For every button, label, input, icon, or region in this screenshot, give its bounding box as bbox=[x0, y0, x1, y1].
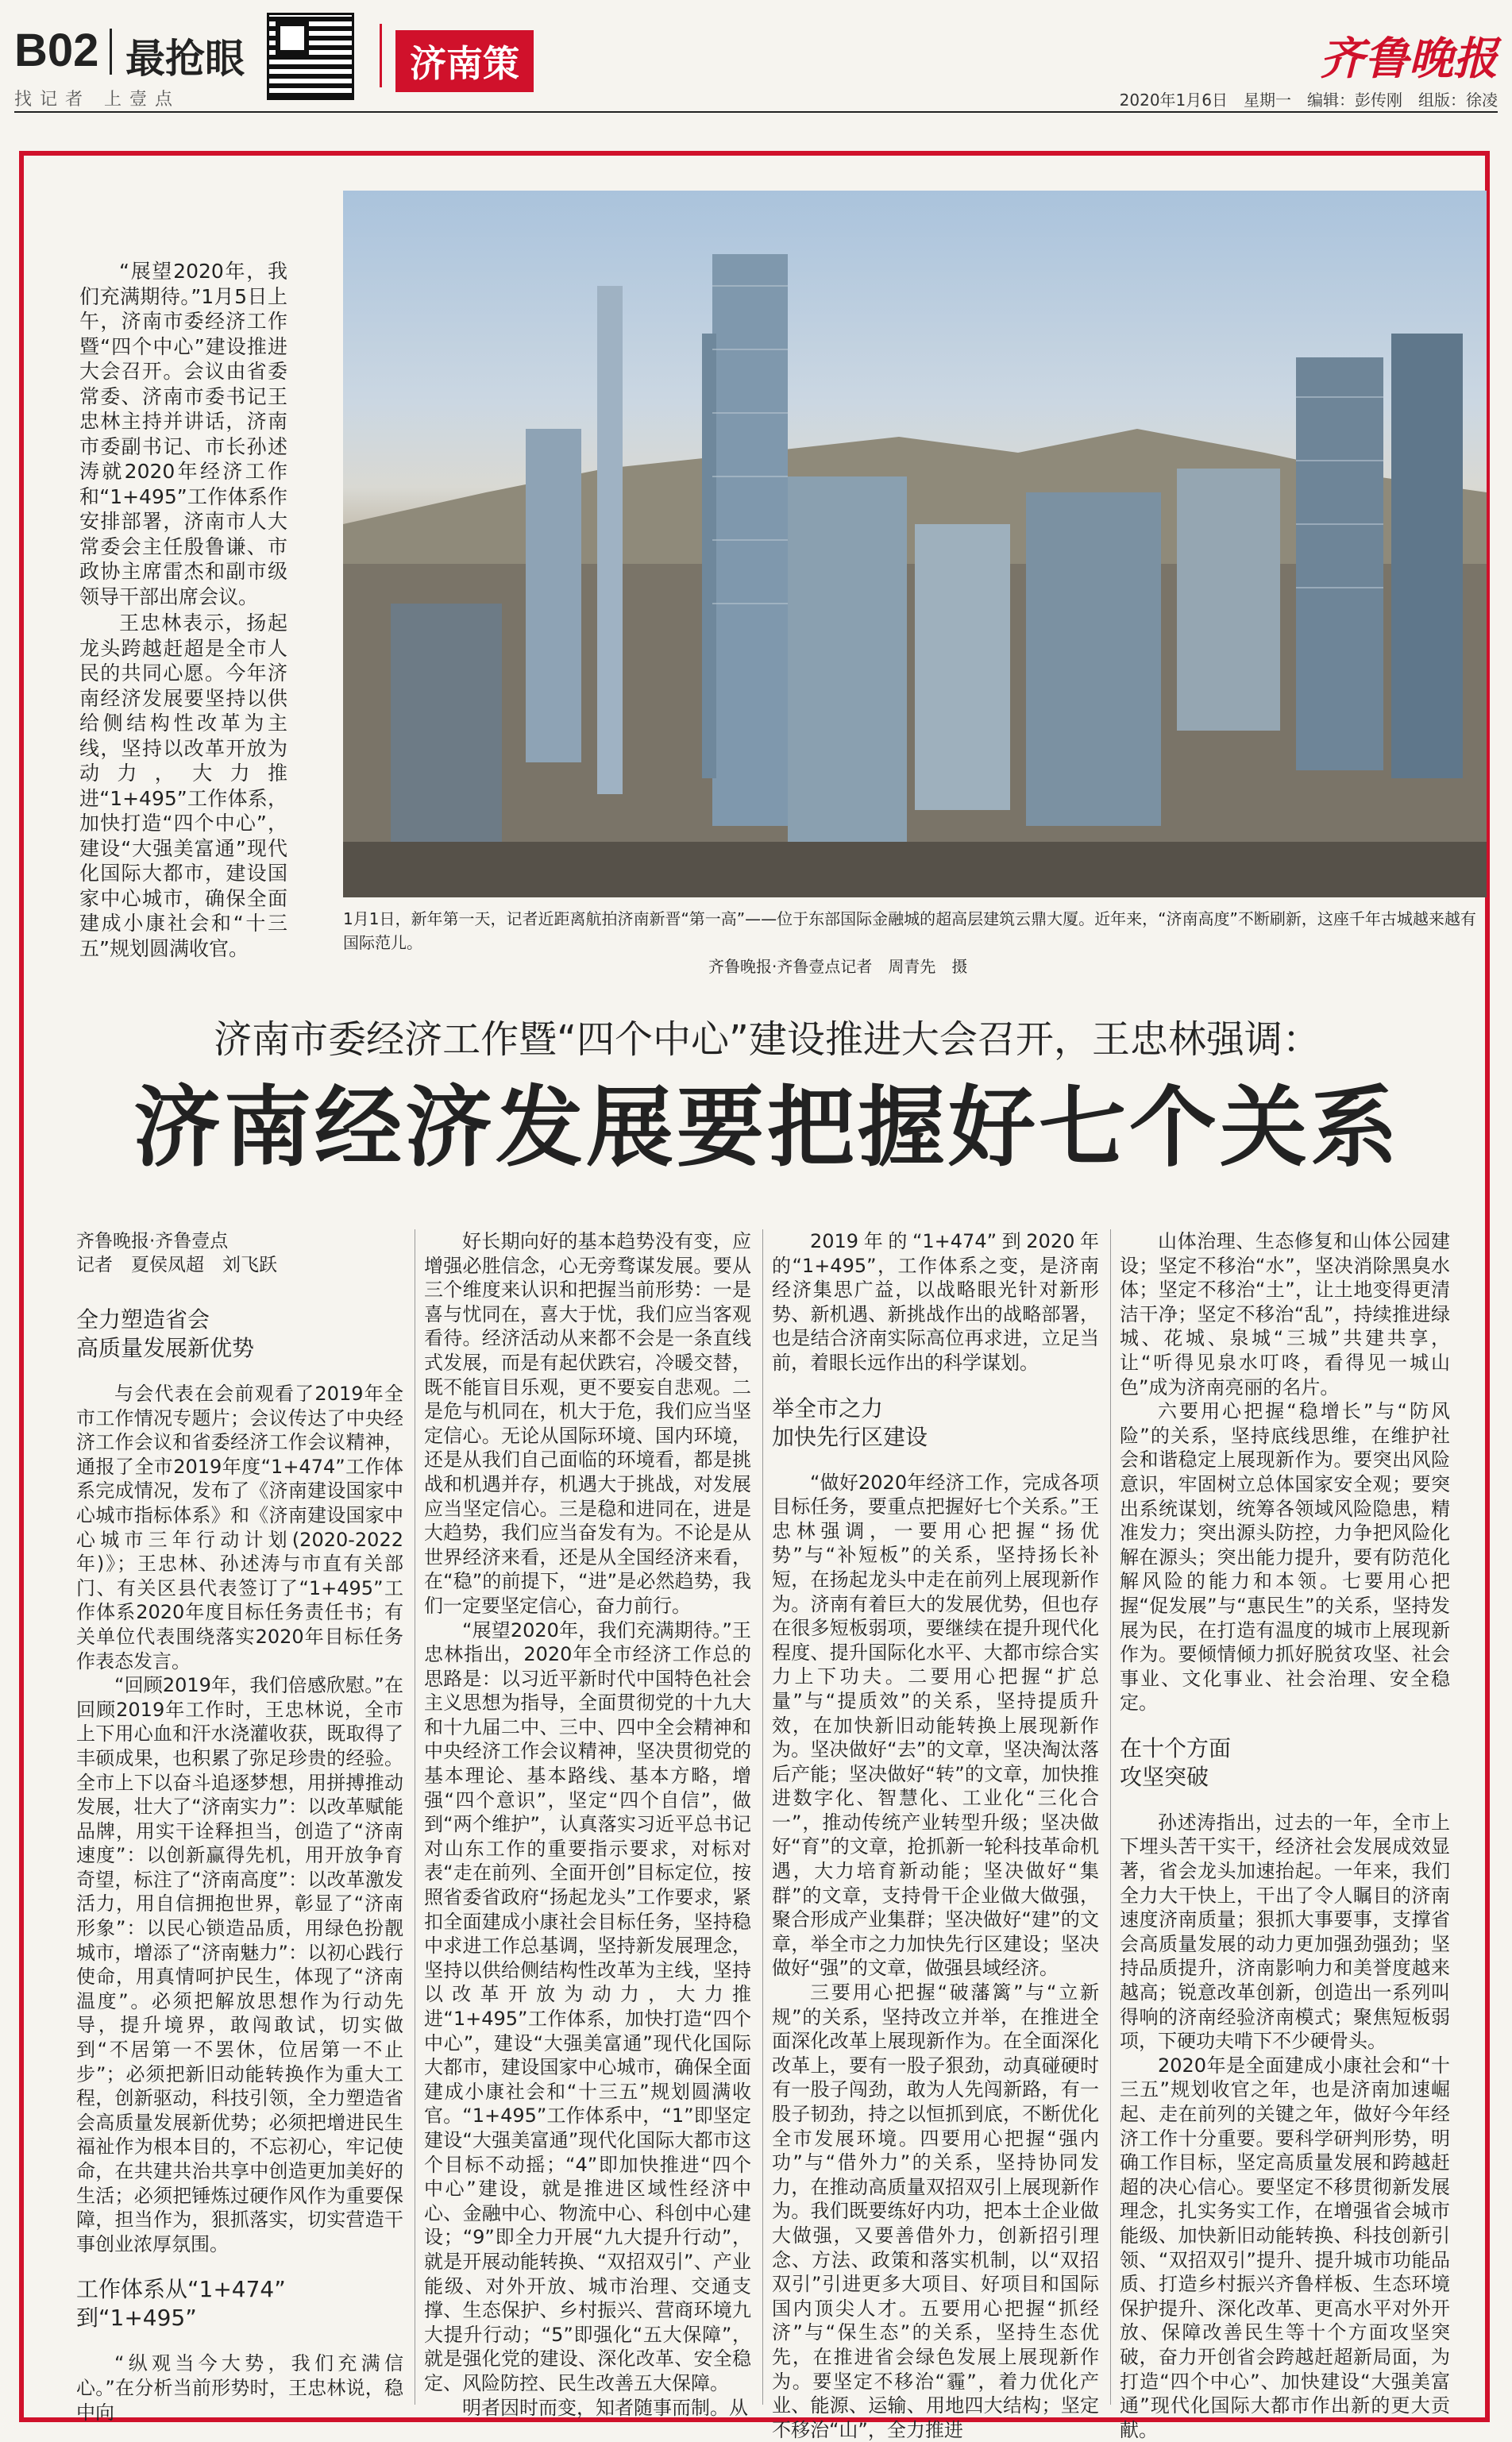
masthead-rule bbox=[14, 111, 1498, 113]
paragraph: “展望2020年，我们充满期待。”王忠林指出，2020年全市经济工作总的思路是：以习近平新时代中国特色社会主义思想为指导，全面贯彻党的十九大和十九届二中、三中、四中全会精神和中央经济工作会议精神，坚决贯彻党的基本理论、基本路线、基本方略，增强“四个意识”，坚定“四个自信”，做到“两个维护”，认真落实习近平总书记对山东工作的重要指示要求，对标对表“走在前列、全面开创”目标定位，按照省委省政府“扬起龙头”工作要求，紧扣全面建成小康社会目标任务，坚持稳中求进工作总基调，坚持新发展理念，坚持以供给侧结构性改革为主线，坚持以改革开放为动力，大力推进“1+495”工作体系，加快打造“四个中心”，建设“大强美富通”现代化国际大都市，建设国家中心城市，确保全面建成小康社会和“十三五”规划圆满收官。“1+495”工作体系中，“1”即坚定建设“大强美富通”现代化国际大都市这个目标不动摇；“4”即加快推进“四个中心”建设，就是推进区域性经济中心、金融中心、物流中心、科创中心建设；“9”即全力开展“九大提升行动”，就是开展动能转换、“双招双引”、产业能级、对外开放、城市治理、交通支撑、生态保护、乡村振兴、营商环境九大提升行动；“5”即强化“五大保障”，就是强化党的建设、深化改革、安全稳定、风险防控、民生改善五大保障。 bbox=[424, 1618, 751, 2394]
column-rule bbox=[762, 1229, 763, 2405]
tag-divider bbox=[380, 24, 382, 87]
headline: 济南经济发展要把握好七个关系 bbox=[133, 1076, 1401, 1179]
subheading: 在十个方面 攻坚突破 bbox=[1120, 1734, 1232, 1790]
intro-paragraph: “展望2020年，我们充满期待。”1月5日上午，济南市委经济工作暨“四个中心”建设推进大会召开。会议由省委常委、济南市委书记王忠林主持并讲话，济南市委副书记、市长孙述涛就2020年经济工作和“1+495”工作体系作安排部署，济南市人大常委会主任殷鲁谦、市政协主席雷杰和副市级领导干部出席会议。 bbox=[79, 260, 287, 608]
skyline-illustration bbox=[343, 191, 1487, 897]
caption-text: 1月1日，新年第一天，记者近距离航拍济南新晋“第一高”——位于东部国际金融城的超高层建筑云鼎大厦。近年来，“济南高度”不断刷新，这座千年古城越来越有国际范儿。 bbox=[343, 909, 1476, 952]
byline-org: 齐鲁晚报·齐鲁壹点 bbox=[76, 1231, 229, 1252]
photo-caption bbox=[343, 907, 1487, 978]
paragraph: 山体治理、生态修复和山体公园建设；坚定不移治“水”，坚决消除黑臭水体；坚定不移治“土”，让土地变得更清洁干净；坚定不移治“乱”，持续推进绿城、花城、泉城“三城”共建共享，让“听得见泉水叮咚，看得见一城山色”成为济南亮丽的名片。 bbox=[1120, 1230, 1450, 1398]
paragraph: “回顾2019年，我们倍感欣慰。”在回顾2019年工作时，王忠林说，全市上下用心血和汗水浇灌收获，既取得了丰硕成果，也积累了弥足珍贵的经验。全市上下以奋斗追逐梦想，用拼搏推动发展，壮大了“济南实力”：以改革赋能品牌，用实干诠释担当，创造了“济南速度”：以创新赢得先机，用开放争育奇望，标注了“济南高度”：以改革激发活力，用自信拥抱世界，彰显了“济南形象”：以民心锁造品质，用绿色扮靓城市，增添了“济南魅力”：以初心践行使命，用真情呵护民生，体现了“济南温度”。必须把解放思想作为行动先导，提升境界，敢闯敢试，切实做到“不居第一不罢休，位居第一不止步”；必须把新旧动能转换作为重大工程，创新驱动，科技引领，全力塑造省会高质量发展新优势；必须把增进民生福祉作为根本目的，不忘初心，牢记使命，在共建共治共享中创造更加美好的生活；必须把锤炼过硬作风作为重要保障，担当作为，狠抓落实，切实营造干事创业浓厚氛围。 bbox=[76, 1674, 403, 2255]
intro-paragraph: 王忠林表示，扬起龙头跨越赶超是全市人民的共同心愿。今年济南经济发展要坚持以供给侧结构性改革为主线，坚持以改革开放为动力，大力推进“1+495”工作体系，加快打造“四个中心”，建设“大强美富通”现代化国际大都市，建设国家中心城市，确保全面建成小康社会和“十三五”规划圆满收官。 bbox=[79, 611, 287, 960]
paragraph: “纵观当今大势，我们充满信心。”在分析当前形势时，王忠林说，稳中向 bbox=[76, 2352, 403, 2424]
paragraph: 三要用心把握“破藩篱”与“立新规”的关系，坚持改立并举，在推进全面深化改革上展现新作为。在全面深化改革上，要有一股子狠劲，动真碰硬时有一股子闯劲，敢为人先闯新路，有一股子韧劲，持之以恒抓到底，不断优化全市发展环境。四要用心把握“强内功”与“借外力”的关系，坚持协同发力，在推动高质量双招双引上展现新作为。我们既要练好内功，把本土企业做大做强，又要善借外力，创新招引理念、方法、政策和落实机制，以“双招双引”引进更多大项目、好项目和国际国内顶尖人才。五要用心把握“抓经济”与“保生态”的关系，坚持生态优先，在推进省会绿色发展上展现新作为。要坚定不移治“霾”，着力优化产业、能源、运输、用地四大结构；坚定不移治“山”，全力推进 bbox=[772, 1981, 1099, 2441]
aerial-city-photo bbox=[343, 191, 1487, 897]
qr-code-icon bbox=[267, 13, 354, 100]
masthead-slogan: 找记者 上壹点 bbox=[14, 90, 180, 110]
masthead bbox=[0, 0, 1512, 119]
date-editor-line: 2020年1月6日 星期一 编辑：彭传刚 组版：徐凌 bbox=[1119, 91, 1498, 110]
kicker: 济南市委经济工作暨“四个中心”建设推进大会召开，王忠林强调： bbox=[214, 1017, 1321, 1062]
byline-reporters: 记者 夏侯凤超 刘飞跃 bbox=[76, 1255, 277, 1275]
divider bbox=[110, 29, 112, 75]
paragraph: 与会代表在会前观看了2019年全市工作情况专题片；会议传达了中央经济工作会议和省委经济工作会议精神，通报了全市2019年度“1+474”工作体系完成情况，发布了《济南建设国家中心城市指标体系》和《济南建设国家中心城市三年行动计划(2020-2022年)》；王忠林、孙述涛与市直有关部门、有关区县代表签订了“1+495”工作体系2020年度目标任务责任书；有关单位代表围绕落实2020年目标任务作表态发言。 bbox=[76, 1383, 403, 1672]
subheading: 举全市之力 加快先行区建设 bbox=[772, 1395, 928, 1450]
subheading: 工作体系从“1+474” 到“1+495” bbox=[76, 2276, 286, 2332]
photo-credit: 齐鲁晚报·齐鲁壹点记者 周青先 摄 bbox=[708, 957, 968, 976]
column-2 bbox=[424, 1229, 751, 2420]
column-tag: 济南策 bbox=[395, 30, 534, 92]
paragraph: 六要用心把握“稳增长”与“防风险”的关系，坚持底线思维，在维护社会和谐稳定上展现新作为。要突出风险意识，牢固树立总体国家安全观；要突出系统谋划，统筹各领域风险隐患，精准发力；突出源头防控，力争把风险化解在源头；突出能力提升，要有防范化解风险的能力和本领。七要用心把握“促发展”与“惠民生”的关系，坚持发展为民，在打造有温度的城市上展现新作为。要倾情倾力抓好脱贫攻坚、社会事业、文化事业、社会治理、安全稳定。 bbox=[1120, 1400, 1450, 1715]
subheading: 全力塑造省会 高质量发展新优势 bbox=[76, 1306, 255, 1361]
section-name: 最抢眼 bbox=[125, 36, 245, 82]
byline bbox=[76, 1229, 403, 1277]
page-number: B02 bbox=[14, 25, 99, 76]
paper-logo: 齐鲁晚报 bbox=[1320, 33, 1498, 85]
paragraph: 孙述涛指出，过去的一年，全市上下埋头苦干实干，经济社会发展成效显著，省会龙头加速抬起。一年来，我们全力大干快上，干出了令人瞩目的济南速度济南质量；狠抓大事要事，支撑省会高质量发展的动力更加强劲强劲；坚持品质提升，济南影响力和美誉度越来越高；锐意改革创新，创造出一系列叫得响的济南经验济南模式；聚焦短板弱项，下硬功夫啃下不少硬骨头。 bbox=[1120, 1811, 1450, 2053]
column-rule bbox=[1110, 1229, 1111, 2405]
paragraph: 2020年是全面建成小康社会和“十三五”规划收官之年，也是济南加速崛起、走在前列的关键之年，做好今年经济工作十分重要。要科学研判形势，明确工作目标，坚定高质量发展和跨越赶超的决心信心。要坚定不移贯彻新发展理念，扎实务实工作，在增强省会城市能级、加快新旧动能转换、科技创新引领、“双招双引”提升、提升城市功能品质、打造乡村振兴齐鲁样板、生态环境保护提升、深化改革、更高水平对外开放、保障改善民生等十个方面攻坚突破，奋力开创省会跨越赶超新局面，为打造“四个中心”、加快建设“大强美富通”现代化国际大都市作出新的更大贡献。 bbox=[1120, 2054, 1450, 2441]
paragraph: 明者因时而变，知者随事而制。从 bbox=[462, 2396, 748, 2419]
column-4 bbox=[1120, 1229, 1450, 2442]
column-1 bbox=[76, 1229, 403, 2425]
paragraph: “做好2020年经济工作，完成各项目标任务，要重点把握好七个关系。”王忠林强调，一要用心把握“扬优势”与“补短板”的关系，坚持扬长补短，在扬起龙头中走在前列上展现新作为。济南有着巨大的发展优势，但也存在很多短板弱项，要继续在提升现代化程度、提升国际化水平、大都市综合实力上下功夫。二要用心把握“扩总量”与“提质效”的关系，坚持提质升效，在加快新旧动能转换上展现新作为。坚决做好“去”的文章，坚决淘汰落后产能；坚决做好“转”的文章，加快推进数字化、智慧化、工业化“三化合一”，推动传统产业转型升级；坚决做好“育”的文章，抢抓新一轮科技革命机遇，大力培育新动能；坚决做好“集群”的文章，支持骨干企业做大做强，聚合形成产业集群；坚决做好“建”的文章，举全市之力加快先行区建设；坚决做好“强”的文章，做强县域经济。 bbox=[772, 1471, 1099, 1980]
column-3 bbox=[772, 1229, 1099, 2442]
intro-block bbox=[79, 259, 287, 963]
paragraph: 好长期向好的基本趋势没有变，应增强必胜信念，心无旁骛谋发展。要从三个维度来认识和把握当前形势：一是喜与忧同在，喜大于忧，我们应当客观看待。经济活动从来都不会是一条直线式发展，而是有起伏跌宕，冷暖交替，既不能盲目乐观，更不要妄自悲观。二是危与机同在，机大于危，我们应当坚定信心。无论从国际环境、国内环境，还是从我们自己面临的环境看，都是挑战和机遇并存，机遇大于挑战，对发展应当坚定信心。三是稳和进同在，进是大趋势，我们应当奋发有为。不论是从世界经济来看，还是从全国经济来看，在“稳”的前提下，“进”是必然趋势，我们一定要坚定信心，奋力前行。 bbox=[424, 1230, 751, 1617]
paragraph: 2019年的“1+474”到2020年的“1+495”，工作体系之变，是济南经济集思广益，以战略眼光针对新形势、新机遇、新挑战作出的战略部署，也是结合济南实际高位再求进，立足当前，着眼长远作出的科学谋划。 bbox=[772, 1230, 1099, 1374]
